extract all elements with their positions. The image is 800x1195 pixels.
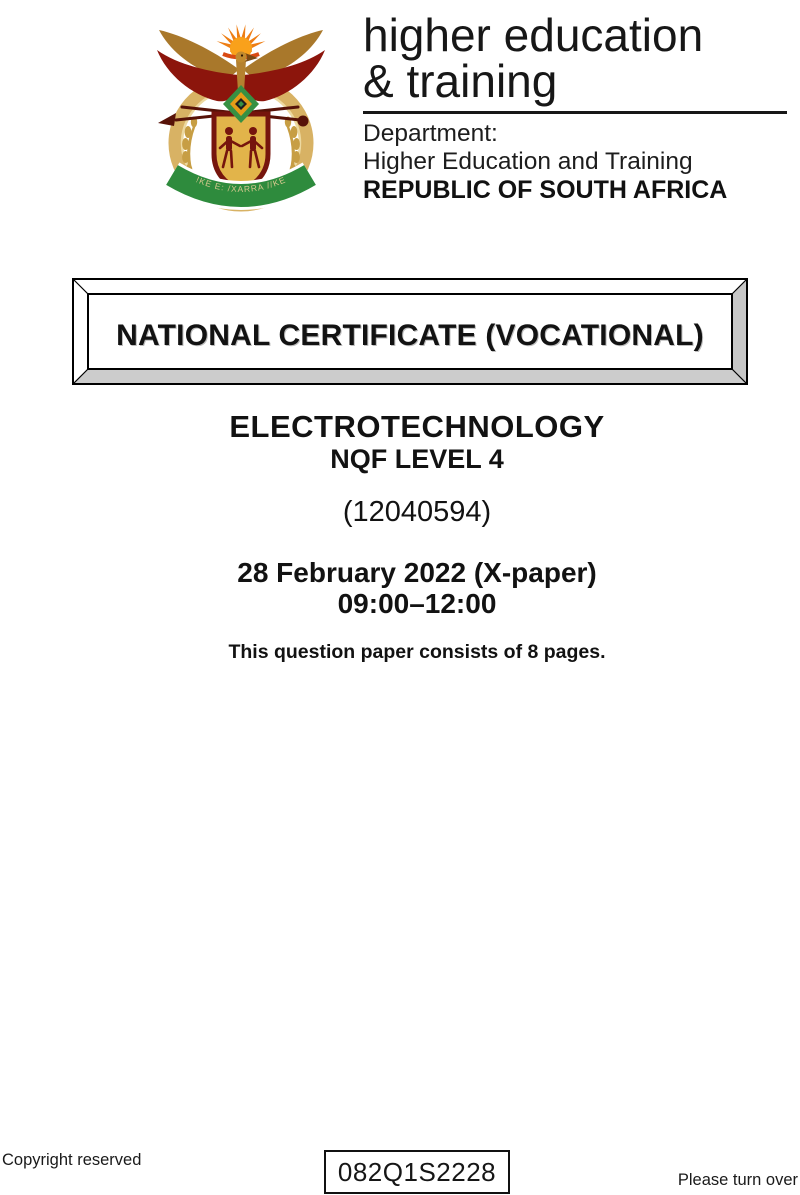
country-name: REPUBLIC OF SOUTH AFRICA (363, 176, 728, 204)
wordmark-line2: & training (363, 55, 558, 107)
spear-head (158, 113, 176, 126)
department-label: Department: (363, 120, 498, 147)
paper-code: 082Q1S2228 (337, 1156, 497, 1187)
nqf-level: NQF LEVEL 4 (330, 444, 504, 474)
motto-text: !KE E: /XARRA //KE (194, 174, 288, 195)
page-count-note: This question paper consists of 8 pages. (228, 641, 606, 663)
knobkierie-knob (298, 116, 309, 127)
coat-of-arms-logo (152, 8, 330, 220)
wordmark-divider (363, 111, 787, 114)
bird-head (236, 52, 247, 63)
certificate-title: NATIONAL CERTIFICATE (VOCATIONAL) (116, 319, 704, 352)
wordmark-line1: higher education (363, 9, 704, 61)
certificate-banner (72, 278, 748, 385)
turn-over-note: Please turn over (677, 1171, 798, 1189)
right-wing (243, 30, 325, 101)
subject-title: ELECTROTECHNOLOGY (229, 409, 605, 444)
bird-eye (241, 54, 243, 56)
department-wordmark (363, 9, 790, 204)
exam-date: 28 February 2022 (X-paper) (237, 557, 597, 588)
paper-code-box (324, 1150, 510, 1194)
exam-time: 09:00–12:00 (337, 588, 497, 619)
subject-code: (12040594) (342, 496, 492, 528)
left-wing (157, 30, 239, 101)
department-name: Higher Education and Training (363, 148, 693, 175)
copyright-notice: Copyright reserved (2, 1151, 142, 1169)
